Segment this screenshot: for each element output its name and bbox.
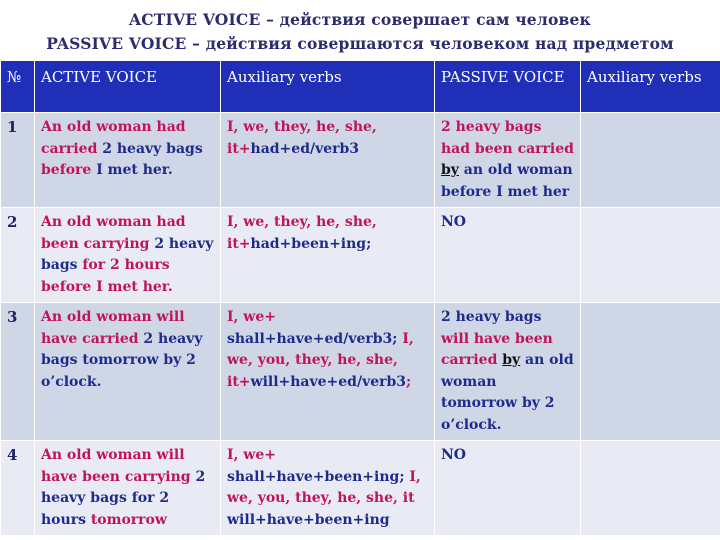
table-row bbox=[1, 208, 720, 303]
active-voice-cell bbox=[35, 441, 221, 536]
text-segment: an old woman tomorrow by 2 o’clock. bbox=[441, 352, 574, 433]
row-number: 2 bbox=[1, 208, 35, 303]
passive-voice-cell bbox=[435, 208, 581, 303]
text-segment: by bbox=[441, 162, 459, 178]
active-voice-cell bbox=[35, 208, 221, 303]
text-segment: before bbox=[41, 162, 97, 178]
text-segment: by bbox=[502, 352, 521, 368]
table-row bbox=[1, 303, 720, 441]
active-voice-cell bbox=[35, 113, 221, 208]
passive-auxiliary-cell bbox=[581, 441, 720, 536]
title-line-1: ACTIVE VOICE – действия совершает сам человек bbox=[129, 10, 591, 29]
table-row bbox=[1, 441, 720, 536]
text-segment: I, we+ bbox=[227, 309, 276, 325]
text-segment: NO bbox=[441, 447, 466, 463]
text-segment: will have been carried bbox=[441, 330, 553, 368]
row-number: 4 bbox=[1, 441, 35, 536]
passive-auxiliary-cell bbox=[581, 303, 720, 441]
text-segment: 2 heavy bags tomorrow by 2 o’clock. bbox=[41, 330, 203, 390]
text-segment: I, we, they, he, she, it+ bbox=[227, 214, 377, 252]
text-segment: ; bbox=[406, 373, 412, 390]
passive-auxiliary-cell bbox=[581, 113, 720, 208]
text-segment: 2 heavy bags bbox=[41, 235, 214, 273]
text-segment: shall+have+ed/verb3; bbox=[227, 330, 398, 347]
passive-auxiliary-cell bbox=[581, 208, 720, 303]
row-number: 1 bbox=[1, 113, 35, 208]
text-segment: An old woman will have been carrying bbox=[41, 447, 196, 485]
text-segment: I, we+ bbox=[227, 447, 276, 463]
passive-voice-cell bbox=[435, 441, 581, 536]
auxiliary-verbs-cell bbox=[221, 441, 435, 536]
column-header-passive-voice: PASSIVE VOICE bbox=[435, 61, 581, 113]
text-segment: NO bbox=[441, 214, 466, 230]
text-segment: An old woman had carried bbox=[41, 119, 186, 157]
column-header-active-voice: ACTIVE VOICE bbox=[35, 61, 221, 113]
auxiliary-verbs-cell bbox=[221, 303, 435, 441]
text-segment: had+ed/verb3 bbox=[250, 140, 360, 157]
table-row bbox=[1, 113, 720, 208]
text-segment: an old woman before I met her bbox=[441, 162, 573, 200]
column-header-auxiliary-verbs: Auxiliary verbs bbox=[221, 61, 435, 113]
text-segment: I, we, you, they, he, she, it+ bbox=[227, 330, 414, 390]
text-segment: An old woman had been carrying bbox=[41, 214, 186, 252]
text-segment: tomorrow bbox=[90, 511, 167, 528]
text-segment: will+have+been+ing bbox=[227, 511, 390, 528]
text-segment: 2 heavy bags bbox=[102, 140, 203, 157]
text-segment: I, we, you, they, he, she, it bbox=[227, 468, 421, 506]
text-segment: will+have+ed/verb3 bbox=[250, 373, 407, 390]
column-header-auxiliary-verbs-2: Auxiliary verbs bbox=[581, 61, 720, 113]
text-segment: 2 heavy bags bbox=[441, 309, 542, 325]
text-segment: 2 heavy bags for 2 hours bbox=[41, 468, 206, 528]
column-header-number: № bbox=[1, 61, 35, 113]
text-segment: shall+have+been+ing; bbox=[227, 468, 405, 485]
row-number: 3 bbox=[1, 303, 35, 441]
text-segment: for 2 hours before I met her. bbox=[41, 257, 173, 295]
table-header-row bbox=[1, 61, 720, 113]
voice-table bbox=[0, 60, 720, 536]
text-segment: 2 heavy bags had been carried bbox=[441, 119, 574, 157]
text-segment: I met her. bbox=[96, 162, 173, 178]
title-line-2: PASSIVE VOICE – действия совершаются человеком над предметом bbox=[46, 34, 674, 53]
auxiliary-verbs-cell bbox=[221, 208, 435, 303]
active-voice-cell bbox=[35, 303, 221, 441]
passive-voice-cell bbox=[435, 303, 581, 441]
text-segment: I, we, they, he, she, it+ bbox=[227, 119, 377, 157]
text-segment: An old woman will have carried bbox=[41, 309, 185, 347]
text-segment: had+been+ing; bbox=[250, 235, 372, 252]
passive-voice-cell bbox=[435, 113, 581, 208]
auxiliary-verbs-cell bbox=[221, 113, 435, 208]
